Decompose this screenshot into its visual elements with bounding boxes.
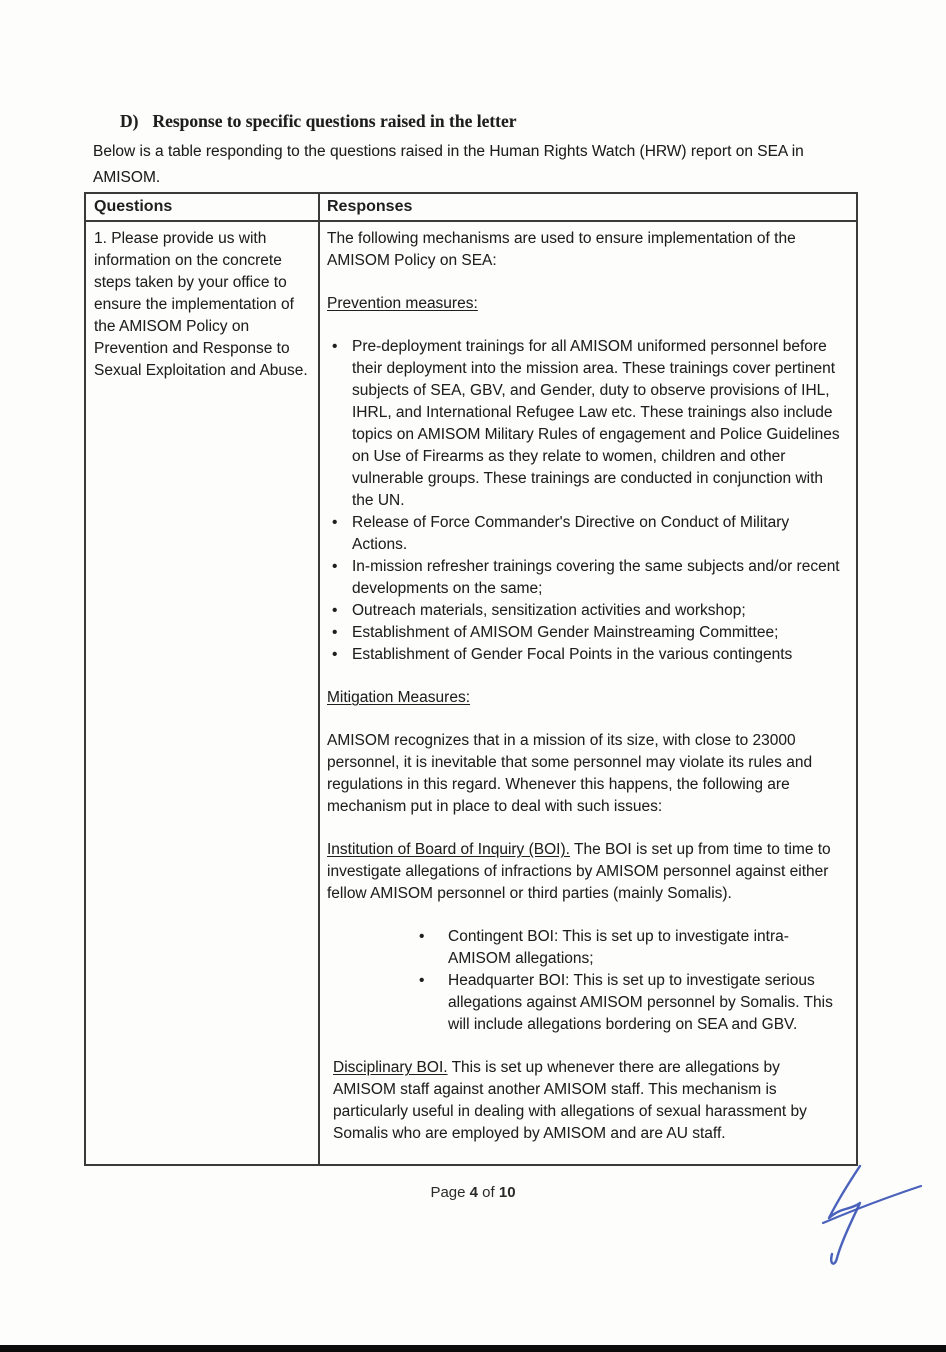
- bullet-icon: •: [419, 928, 425, 945]
- list-item-text: Outreach materials, sensitization activities and workshop;: [352, 602, 746, 619]
- disciplinary-underlined: Disciplinary BOI.: [333, 1059, 448, 1076]
- disciplinary-rest: This is set up whenever there are allegations by AMISOM staff against another AMISOM staff. This mechanism is particularly useful in dealing with allegations of sexual harassment by Somalis who are employed by AMISOM and are AU staff.: [333, 1059, 807, 1142]
- list-item: [419, 926, 846, 970]
- bullet-icon: •: [332, 558, 338, 575]
- bullet-icon: •: [332, 514, 338, 531]
- bullet-icon: •: [332, 624, 338, 641]
- bullet-icon: •: [332, 646, 338, 663]
- boi-paragraph: [327, 839, 846, 905]
- list-item-text: Contingent BOI: This is set up to investigate intra-AMISOM allegations;: [448, 928, 789, 967]
- bullet-icon: •: [419, 972, 425, 989]
- list-item-text: In-mission refresher trainings covering the same subjects and/or recent developments on the same;: [352, 558, 840, 597]
- list-item: [332, 556, 846, 600]
- list-item-text: Headquarter BOI: This is set up to investigate serious allegations against AMISOM personnel by Somalis. This will include allegations bordering on SEA and GBV.: [448, 972, 833, 1033]
- table-header-row: [86, 194, 856, 222]
- list-item: [332, 644, 846, 666]
- list-item: [332, 336, 846, 512]
- handwritten-signature: [798, 1150, 940, 1278]
- column-header-questions: Questions: [86, 194, 320, 220]
- table-row: [86, 222, 856, 1164]
- mitigation-paragraph: AMISOM recognizes that in a mission of its size, with close to 23000 personnel, it is inevitable that some personnel may violate its rules and regulations in this regard. Whenever this happens, the following are mechanism put in place to deal with such issues:: [327, 732, 813, 815]
- list-item: [332, 600, 846, 622]
- list-item: [332, 622, 846, 644]
- footer-page-number: 4: [469, 1184, 478, 1201]
- questions-responses-table: [84, 192, 858, 1166]
- scan-edge-line: [0, 1345, 946, 1352]
- list-item-text: Establishment of Gender Focal Points in the various contingents: [352, 646, 793, 663]
- section-heading-text: Response to specific questions raised in the letter: [152, 111, 517, 131]
- intro-paragraph: Below is a table responding to the questions raised in the Human Rights Watch (HRW) report on SEA in AMISOM.: [93, 143, 804, 186]
- bullet-icon: •: [332, 602, 338, 619]
- mitigation-heading: Mitigation Measures:: [327, 689, 471, 706]
- list-item-text: Establishment of AMISOM Gender Mainstreaming Committee;: [352, 624, 779, 641]
- response-intro: The following mechanisms are used to ensure implementation of the AMISOM Policy on SEA:: [327, 230, 796, 269]
- section-heading: [120, 111, 517, 132]
- prevention-heading: Prevention measures:: [327, 295, 478, 312]
- boi-lead-underlined: Institution of Board of Inquiry (BOI).: [327, 841, 570, 858]
- footer-prefix: Page: [430, 1184, 470, 1201]
- question-cell: 1. Please provide us with information on the concrete steps taken by your office to ensure the implementation of the AMISOM Policy on Prevention and Response to Sexual Exploitation and Abuse.: [86, 222, 320, 1164]
- column-header-responses: Responses: [327, 198, 413, 215]
- footer-total-pages: 10: [498, 1184, 516, 1201]
- list-item: [332, 512, 846, 556]
- disciplinary-paragraph: [327, 1057, 846, 1145]
- list-item: [419, 970, 846, 1036]
- section-heading-label: D): [120, 111, 139, 131]
- list-item-text: Release of Force Commander's Directive on Conduct of Military Actions.: [352, 514, 790, 553]
- signature-ink-icon: [798, 1150, 940, 1278]
- bullet-icon: •: [332, 338, 338, 355]
- boi-lead-rest: The BOI is set up from time to time to investigate allegations of infractions by AMISOM personnel against either fellow AMISOM personnel or third parties (mainly Somalis).: [327, 841, 831, 902]
- response-cell: [320, 222, 856, 1164]
- boi-bullet-list: [327, 926, 846, 1036]
- list-item-text: Pre-deployment trainings for all AMISOM uniformed personnel before their deployment into the mission area. These trainings cover pertinent subjects of SEA, GBV, and Gender, duty to observe provisions of IHL, IHRL, and International Refugee Law etc. These trainings also include topics on AMISOM Military Rules of engagement and Police Guidelines on Use of Firearms as they relate to women, children and other vulnerable groups. These trainings are conducted in conjunction with the UN.: [352, 338, 840, 509]
- prevention-bullet-list: [327, 336, 846, 666]
- footer-of-word: of: [478, 1184, 499, 1201]
